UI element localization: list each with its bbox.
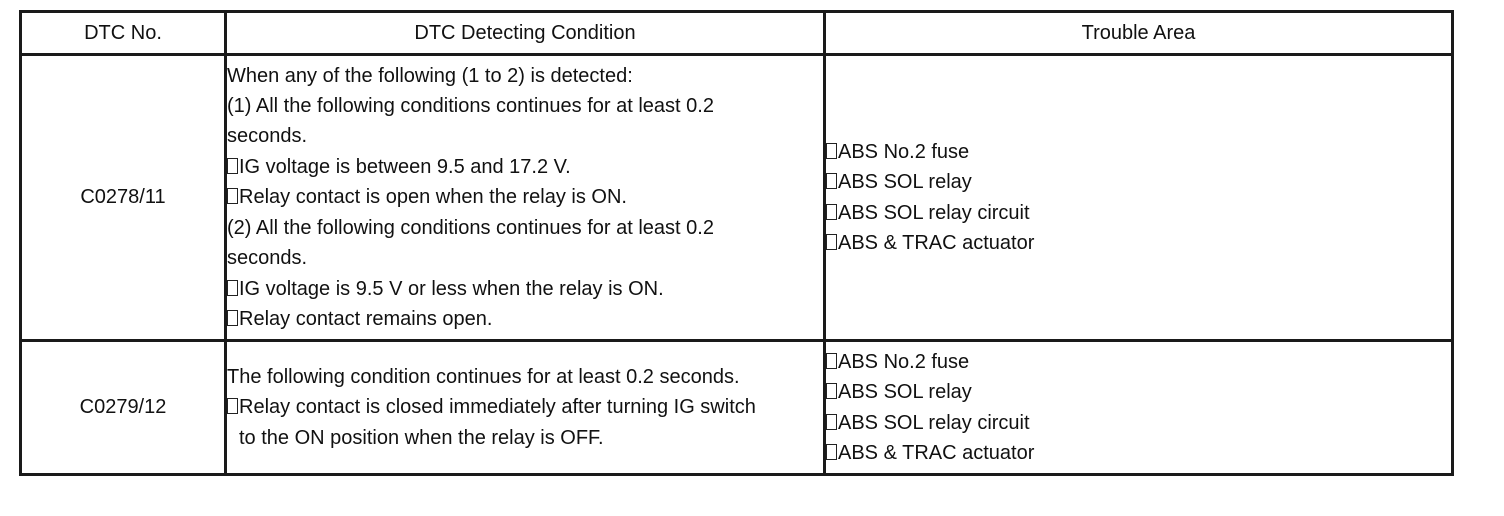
table-row — [21, 55, 1453, 341]
header-detecting-condition: DTC Detecting Condition — [226, 12, 825, 55]
condition-line: IG voltage is between 9.5 and 17.2 V. — [227, 152, 823, 182]
trouble-area-item: ABS & TRAC actuator — [826, 438, 1451, 468]
condition-line: When any of the following (1 to 2) is detected: — [227, 64, 633, 87]
condition-line: Relay contact is open when the relay is ON. — [227, 182, 823, 212]
condition-line: (2) All the following conditions continues for at least 0.2 — [227, 216, 714, 239]
bullet-box-icon — [227, 310, 238, 326]
trouble-area-item: ABS No.2 fuse — [826, 137, 1451, 167]
condition-line: Relay contact is closed immediately after turning IG switch — [227, 392, 823, 422]
trouble-area-cell — [825, 55, 1453, 341]
condition-line: (1) All the following conditions continues for at least 0.2 — [227, 95, 714, 118]
trouble-area-item: ABS SOL relay — [826, 377, 1451, 407]
dtc-code: C0278/11 — [21, 55, 226, 341]
condition-line: seconds. — [227, 125, 308, 148]
trouble-area-item: ABS SOL relay circuit — [826, 198, 1451, 228]
bullet-box-icon — [227, 188, 238, 204]
bullet-box-icon — [227, 158, 238, 174]
header-dtc-no: DTC No. — [21, 12, 226, 55]
bullet-box-icon — [826, 204, 837, 220]
trouble-area-item: ABS No.2 fuse — [826, 347, 1451, 377]
condition-line: Relay contact remains open. — [227, 304, 823, 334]
trouble-area-cell — [825, 341, 1453, 475]
condition-line: seconds. — [227, 247, 308, 270]
trouble-area-item: ABS SOL relay — [826, 167, 1451, 197]
detecting-condition-cell — [226, 55, 825, 341]
detecting-condition-cell — [226, 341, 825, 475]
dtc-table — [19, 10, 1454, 476]
condition-line: IG voltage is 9.5 V or less when the relay is ON. — [227, 274, 823, 304]
bullet-box-icon — [826, 444, 837, 460]
bullet-box-icon — [826, 353, 837, 369]
dtc-code: C0279/12 — [21, 341, 226, 475]
table-row — [21, 341, 1453, 475]
bullet-box-icon — [826, 414, 837, 430]
bullet-box-icon — [227, 280, 238, 296]
bullet-box-icon — [826, 234, 837, 250]
bullet-box-icon — [826, 143, 837, 159]
bullet-box-icon — [826, 383, 837, 399]
header-row — [21, 12, 1453, 55]
trouble-area-item: ABS & TRAC actuator — [826, 228, 1451, 258]
condition-line: to the ON position when the relay is OFF. — [239, 426, 604, 449]
header-trouble-area: Trouble Area — [825, 12, 1453, 55]
condition-line: The following condition continues for at least 0.2 seconds. — [227, 365, 740, 388]
bullet-box-icon — [826, 173, 837, 189]
trouble-area-item: ABS SOL relay circuit — [826, 408, 1451, 438]
bullet-box-icon — [227, 398, 238, 414]
